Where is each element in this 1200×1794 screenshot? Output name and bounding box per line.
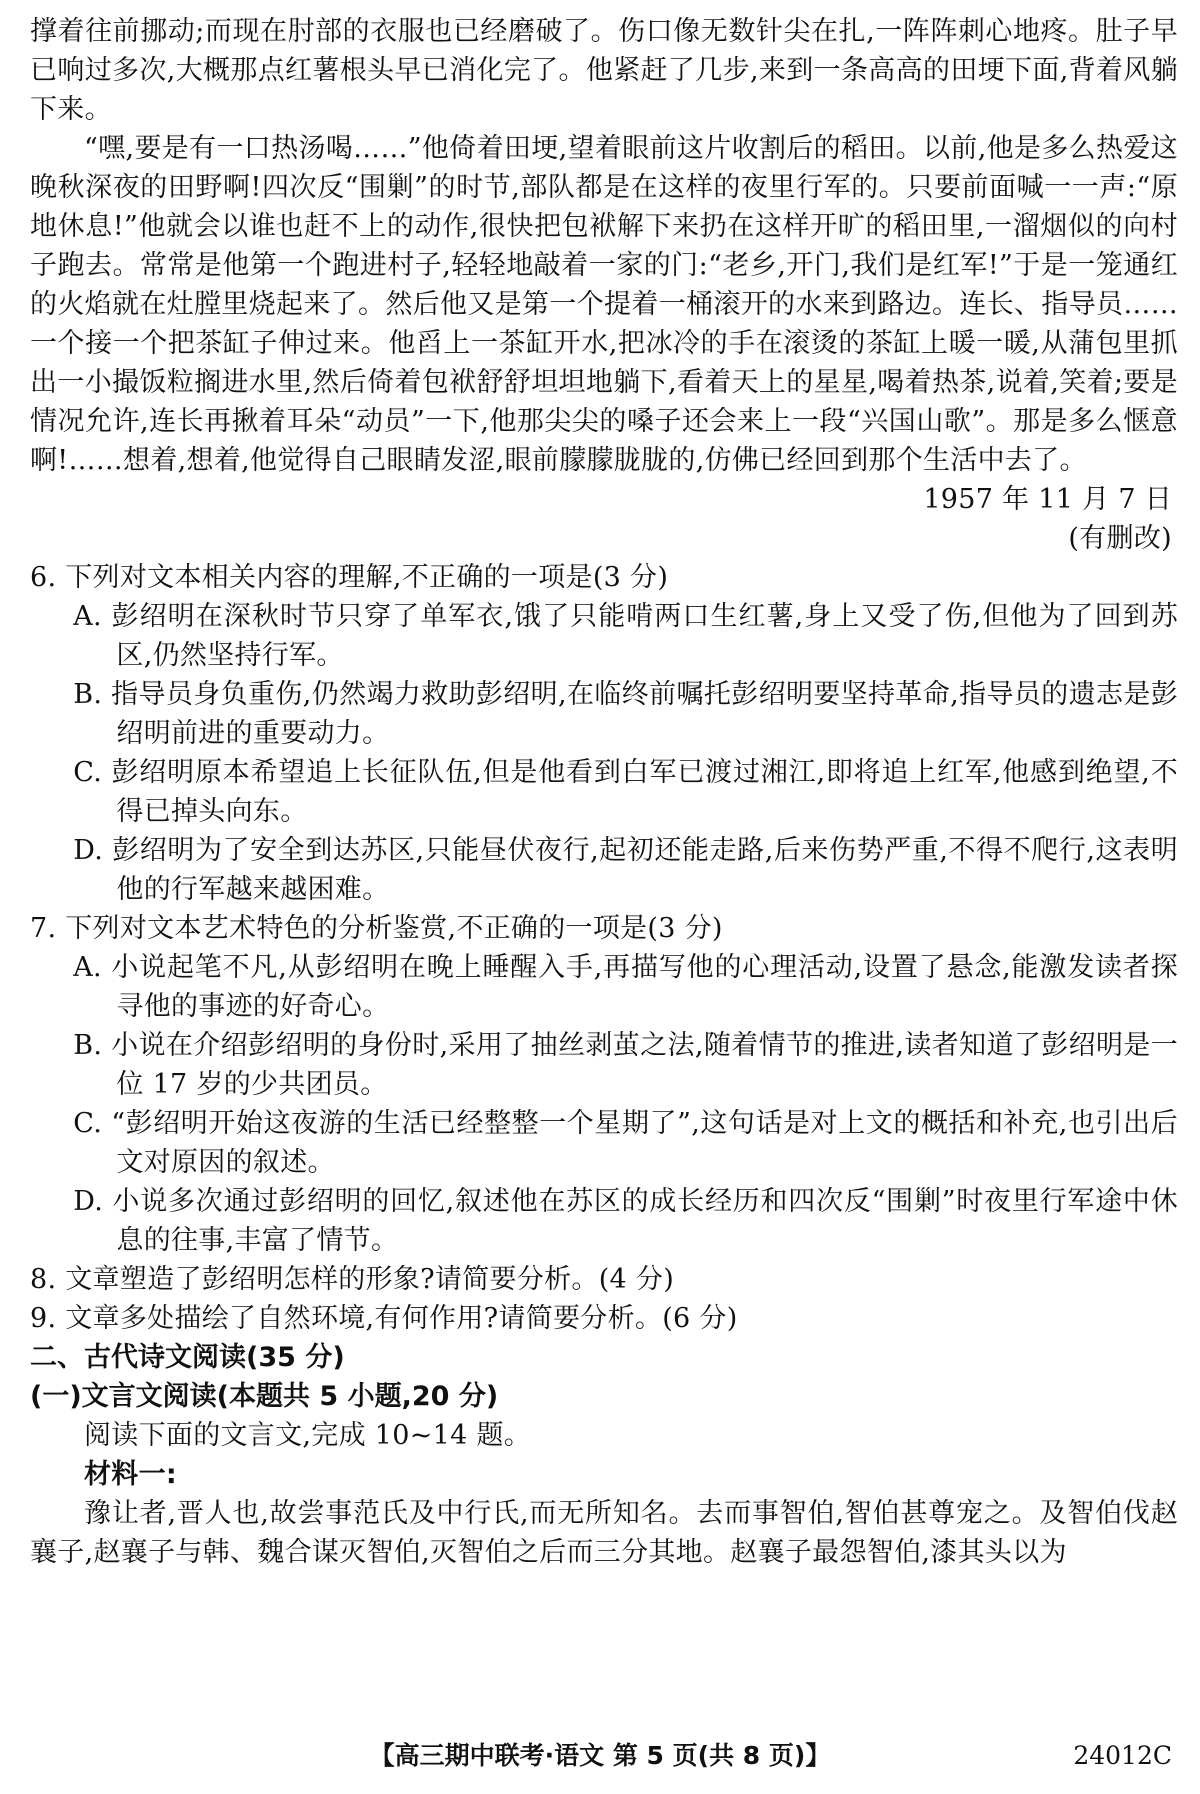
page-content	[30, 12, 1178, 1572]
page-footer	[0, 1736, 1200, 1776]
passage-date: 1957 年 11 月 7 日	[923, 484, 1172, 515]
material-label: 材料一:	[84, 1459, 177, 1490]
section-2-subtitle: (一)文言文阅读(本题共 5 小题,20 分)	[30, 1381, 499, 1412]
passage-paragraph-2: “嘿,要是有一口热汤喝……”他倚着田埂,望着眼前这片收割后的稻田。以前,他是多么热爱这晚秋深夜的田野啊!四次反“围剿”的时节,部队都是在这样的夜里行军的。只要前面喊一一声:“原地休息!”他就会以谁也赶不上的动作,很快把包袱解下来扔在这样开旷的稻田里,一溜烟似的向村子跑去。常常是他第一个跑进村子,轻轻地敲着一家的门:“老乡,开门,我们是红军!”于是一笼通红的火焰就在灶膛里烧起来了。然后他又是第一个提着一桶滚开的水来到路边。连长、指导员……一个接一个把茶缸子伸过来。他舀上一茶缸开水,把冰冷的手在滚烫的茶缸上暖一暖,从蒲包里抓出一小撮饭粒搁进水里,然后倚着包袱舒舒坦坦地躺下,看着天上的星星,喝着热茶,说着,笑着;要是情况允许,连长再揪着耳朵“动员”一下,他那尖尖的嗓子还会来上一段“兴国山歌”。那是多么惬意啊!……想着,想着,他觉得自己眼睛发涩,眼前朦朦胧胧的,仿佛已经回到那个生活中去了。	[30, 133, 1178, 476]
question-7-option-d: D. 小说多次通过彭绍明的回忆,叙述他在苏区的成长经历和四次反“围剿”时夜里行军途中休息的往事,丰富了情节。	[73, 1186, 1178, 1256]
question-7-option-c: C. “彭绍明开始这夜游的生活已经整整一个星期了”,这句话是对上文的概括和补充,也引出后文对原因的叙述。	[73, 1108, 1178, 1178]
passage-note: (有删改)	[1068, 523, 1172, 554]
question-6-option-b: B. 指导员身负重伤,仍然竭力救助彭绍明,在临终前嘱托彭绍明要坚持革命,指导员的遗志是彭绍明前进的重要动力。	[73, 679, 1178, 749]
question-9: 9. 文章多处描绘了自然环境,有何作用?请简要分析。(6 分)	[30, 1303, 738, 1334]
question-6-stem: 6. 下列对文本相关内容的理解,不正确的一项是(3 分)	[30, 562, 669, 593]
question-7-stem: 7. 下列对文本艺术特色的分析鉴赏,不正确的一项是(3 分)	[30, 913, 723, 944]
footer-title: 【高三期中联考·语文 第 5 页(共 8 页)】	[369, 1741, 831, 1770]
question-6-option-a: A. 彭绍明在深秋时节只穿了单军衣,饿了只能啃两口生红薯,身上又受了伤,但他为了回到苏区,仍然坚持行军。	[73, 601, 1178, 671]
footer-code: 24012C	[1073, 1741, 1172, 1770]
question-6-option-c: C. 彭绍明原本希望追上长征队伍,但是他看到白军已渡过湘江,即将追上红军,他感到绝望,不得已掉头向东。	[73, 757, 1178, 827]
section-2-instruction: 阅读下面的文言文,完成 10~14 题。	[84, 1420, 532, 1451]
question-7-option-b: B. 小说在介绍彭绍明的身份时,采用了抽丝剥茧之法,随着情节的推进,读者知道了彭绍明是一位 17 岁的少共团员。	[73, 1030, 1178, 1100]
section-2-title: 二、古代诗文阅读(35 分)	[30, 1342, 345, 1373]
question-7-option-a: A. 小说起笔不凡,从彭绍明在晚上睡醒入手,再描写他的心理活动,设置了悬念,能激发读者探寻他的事迹的好奇心。	[73, 952, 1178, 1022]
passage-paragraph-1: 撑着往前挪动;而现在肘部的衣服也已经磨破了。伤口像无数针尖在扎,一阵阵刺心地疼。肚子早已响过多次,大概那点红薯根头早已消化完了。他紧赶了几步,来到一条高高的田埂下面,背着风躺下来。	[30, 16, 1178, 125]
material-text: 豫让者,晋人也,故尝事范氏及中行氏,而无所知名。去而事智伯,智伯甚尊宠之。及智伯伐赵襄子,赵襄子与韩、魏合谋灭智伯,灭智伯之后而三分其地。赵襄子最怨智伯,漆其头以为	[30, 1498, 1178, 1568]
question-8: 8. 文章塑造了彭绍明怎样的形象?请简要分析。(4 分)	[30, 1264, 675, 1295]
question-6-option-d: D. 彭绍明为了安全到达苏区,只能昼伏夜行,起初还能走路,后来伤势严重,不得不爬行,这表明他的行军越来越困难。	[73, 835, 1178, 905]
